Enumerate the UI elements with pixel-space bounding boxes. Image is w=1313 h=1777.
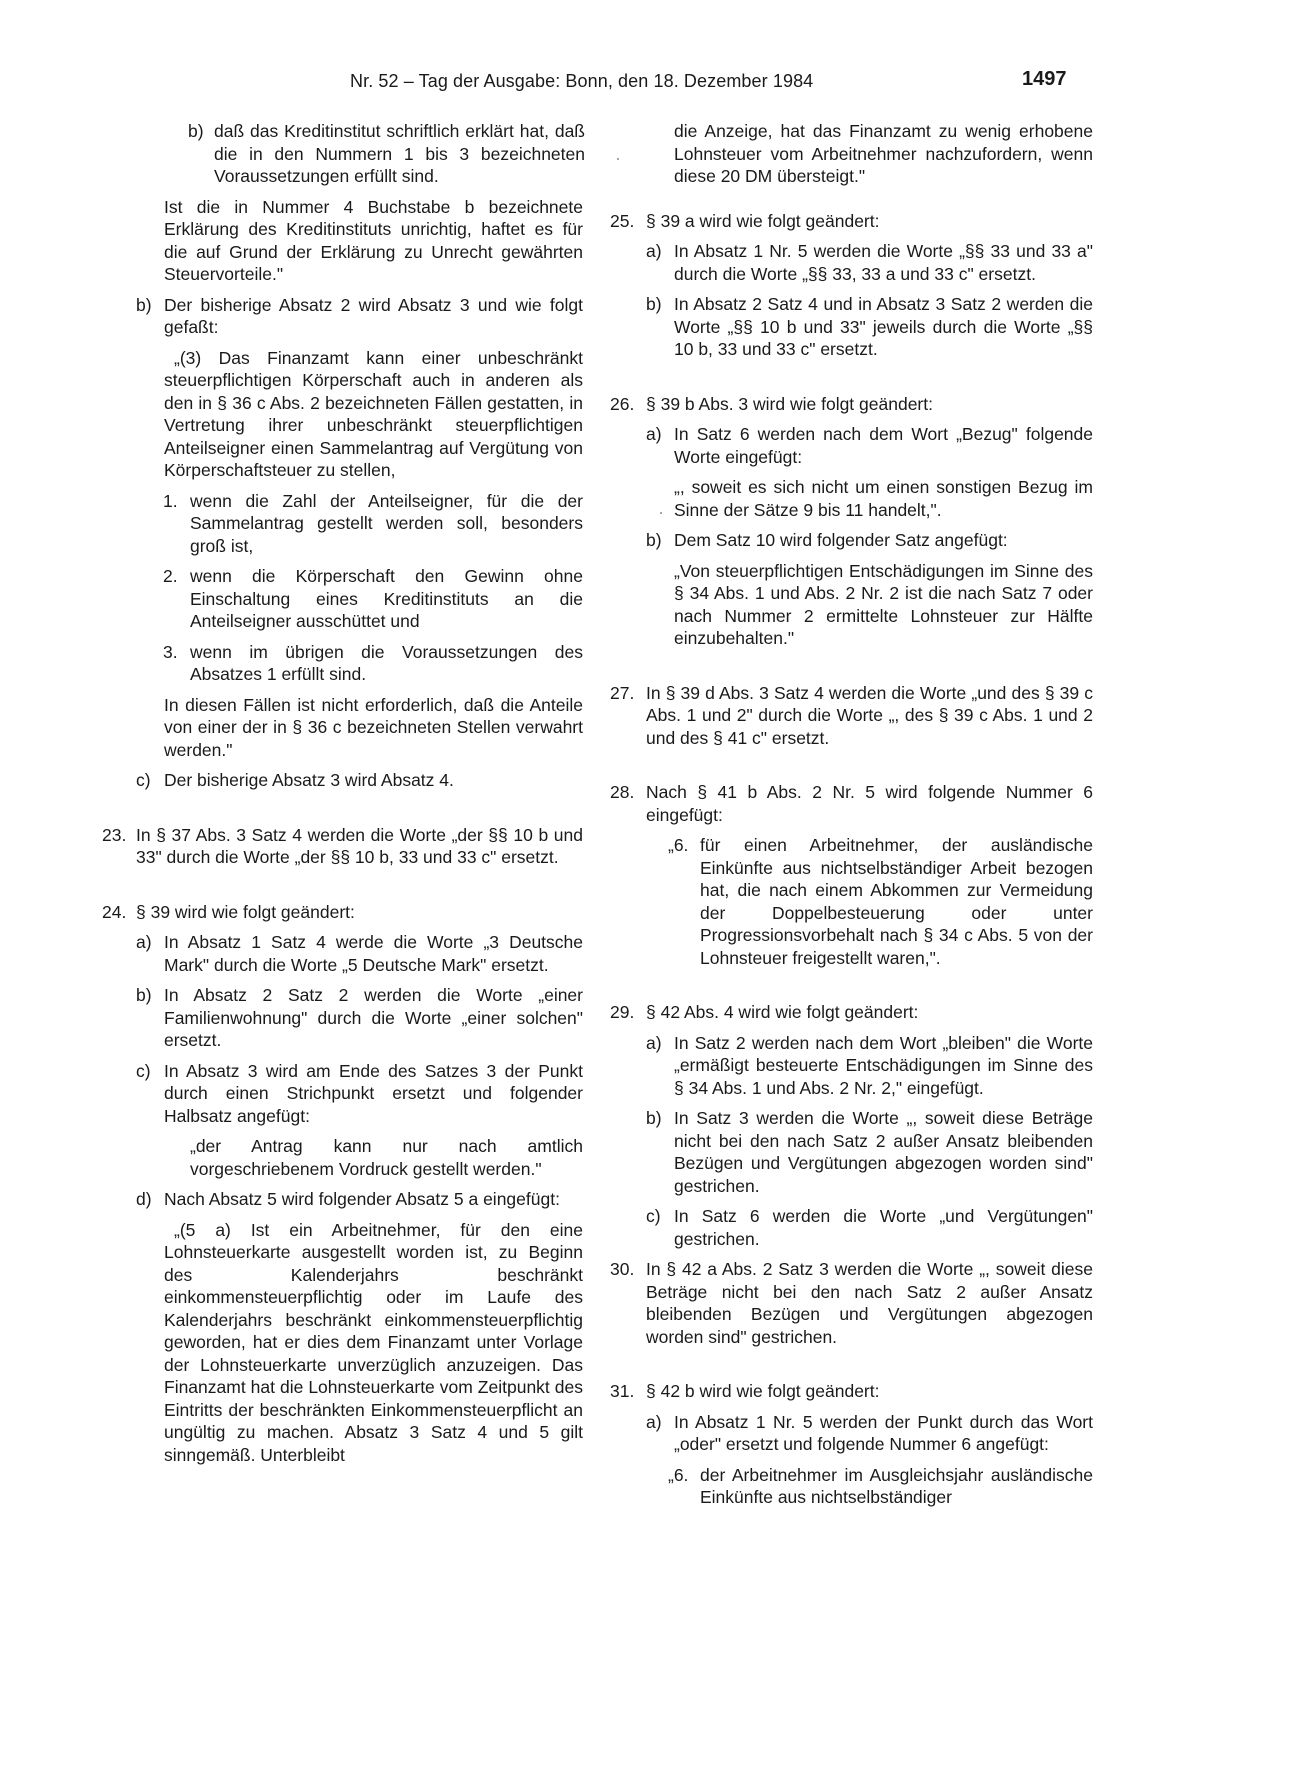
item-text: In Absatz 1 Nr. 5 werden der Punkt durch das Wort „oder" ersetzt und folgende Nummer 6 angefügt: [674,1411,1093,1454]
section-number: 28. [610,782,635,802]
s25-item-b [610,293,1093,361]
item-c-absatz-3 [100,769,583,792]
section-29 [610,1001,1093,1024]
item-label: b) [646,294,662,314]
section-24 [100,901,583,924]
item-text: der Arbeitnehmer im Ausgleichsjahr ausländische Einkünfte aus nichtselbständiger [700,1464,1093,1507]
section-number: 25. [610,210,635,231]
item-text: Der bisherige Absatz 3 wird Absatz 4. [164,770,454,790]
s24-d-quote: „(5 a) Ist ein Arbeitnehmer, für den eine Lohnsteuerkarte ausgestellt worden ist, zu Beginn des Kalenderjahrs beschränkt einkommensteuerpflichtig oder im Laufe des Kalenderjahrs beschränkt einkommensteuerpflichtig geworden, hat er dies dem Finanzamt unter Vorlage der Lohnsteuerkarte unverzüglich anzuzeigen. Das Finanzamt hat die Lohnsteuerkarte vom Zeitpunkt des Eintritts der beschränkten Einkommensteuerpflicht an ungültig zu machen. Absatz 3 Satz 4 und 5 gilt sinngemäß. Unterbleibt [164,1219,583,1465]
item-text: In Satz 3 werden die Worte „, soweit diese Beträge nicht bei den nach Satz 2 außer Ansatz bleibenden Bezügen und Vergütungen abgezogen worden sind" gestrichen. [674,1108,1093,1196]
section-text: Nach § 41 b Abs. 2 Nr. 5 wird folgende Nummer 6 eingefügt: [646,782,1093,825]
section-text: § 39 a wird wie folgt geändert: [646,210,880,231]
section-number: 23. [102,824,127,845]
item-text: In Absatz 3 wird am Ende des Satzes 3 der Punkt durch einen Strichpunkt ersetzt und folgender Halbsatz angefügt: [164,1060,583,1126]
item-text: wenn die Zahl der Anteilseigner, für die der Sammelantrag gestellt werden soll, besonders groß ist, [190,490,583,556]
item-label: a) [646,424,662,444]
item-b-absatz-2 [100,294,583,339]
section-text: In § 39 d Abs. 3 Satz 4 werden die Worte „und des § 39 c Abs. 1 und 2" durch die Worte „, des § 39 c Abs. 1 und 2 und des § 41 c" ersetzt. [646,682,1093,748]
item-text: In Absatz 1 Nr. 5 werden die Worte „§§ 33 und 33 a" durch die Worte „§§ 33, 33 a und 33 c" ersetzt. [674,241,1093,284]
item-label: b) [646,530,662,550]
running-header: Nr. 52 – Tag der Ausgabe: Bonn, den 18. Dezember 1984 [350,71,814,91]
s24-item-a [100,931,583,976]
item-text: Der bisherige Absatz 2 wird Absatz 3 und wie folgt gefaßt: [164,294,583,337]
item-text: wenn im übrigen die Voraussetzungen des Absatzes 1 erfüllt sind. [190,641,583,684]
item-text: In Satz 2 werden nach dem Wort „bleiben" die Worte „ermäßigt besteuerte Entschädigungen im Sinne des § 34 Abs. 1 und Abs. 2 Nr. 2," eingefügt. [674,1032,1093,1098]
list-item-2 [100,565,583,633]
paragraph-verwahrung: In diesen Fällen ist nicht erforderlich, daß die Anteile von einer der in § 36 c bezeichneten Stellen verwahrt werden." [164,694,583,760]
item-label: d) [136,1189,152,1209]
s31-quote-item [610,1464,1093,1509]
list-item-3 [100,641,583,686]
item-label: 1. [163,490,178,511]
item-text: In Absatz 2 Satz 4 und in Absatz 3 Satz 2 werden die Worte „§§ 10 b und 33" jeweils durch die Worte „§§ 10 b, 33 und 33 c" ersetzt. [674,294,1093,359]
item-label: 3. [163,641,178,662]
item-label: c) [136,1060,151,1081]
section-number: 29. [610,1002,635,1022]
item-label: a) [646,1411,662,1432]
s24-item-d [100,1188,583,1211]
section-number: 30. [610,1259,635,1279]
item-label: b) [136,294,152,315]
quote-absatz-3: „(3) Das Finanzamt kann einer unbeschränkt steuerpflichtigen Körperschaft auch in anderen als den in § 36 c Abs. 2 bezeichneten Fällen gestatten, in Vertretung ihrer unbeschränkt steuerpflichtigen Anteilseigner einen Sammelantrag auf Vergütung von Körperschaftsteuer zu stellen, [164,347,583,480]
s26-item-a [610,423,1093,468]
s24-item-b [100,984,583,1052]
item-label: a) [136,932,152,952]
list-item-1 [100,490,583,558]
s24-c-quote: „der Antrag kann nur nach amtlich vorgeschriebenem Vordruck gestellt werden." [190,1136,583,1179]
s24-item-c [100,1060,583,1128]
item-text: In Satz 6 werden nach dem Wort „Bezug" folgende Worte eingefügt: [674,424,1093,467]
section-number: 24. [102,901,127,922]
item-label: a) [646,1032,662,1053]
s25-item-a [610,240,1093,285]
item-label: „6. [668,1464,689,1485]
section-text: In § 37 Abs. 3 Satz 4 werden die Worte „der §§ 10 b und 33" durch die Worte „der §§ 10 b, 33 und 33 c" ersetzt. [136,824,583,867]
item-label: a) [646,241,662,261]
item-text: Nach Absatz 5 wird folgender Absatz 5 a eingefügt: [164,1189,560,1209]
section-28 [610,781,1093,826]
item-text: wenn die Körperschaft den Gewinn ohne Einschaltung eines Kreditinstituts an die Anteilseigner ausschüttet und [190,566,583,631]
section-31 [610,1380,1093,1403]
section-23 [100,824,583,869]
s26-b-quote: „Von steuerpflichtigen Entschädigungen im Sinne des § 34 Abs. 1 und Abs. 2 Nr. 2 ist die nach Satz 7 oder nach Nummer 2 ermittelte Lohnsteuer zur Hälfte einzubehalten." [674,560,1093,648]
section-text: In § 42 a Abs. 2 Satz 3 werden die Worte „, soweit diese Beträge nicht bei den nach Satz 2 außer Ansatz bleibenden Bezügen und Vergütungen abgezogen worden sind" gestrichen. [646,1259,1093,1347]
s29-item-b [610,1107,1093,1197]
s26-item-b [610,529,1093,552]
item-text: In Absatz 2 Satz 2 werden die Worte „einer Familienwohnung" durch die Worte „einer solchen" ersetzt. [164,985,583,1050]
section-25 [610,210,1093,233]
section-text: § 42 Abs. 4 wird wie folgt geändert: [646,1002,919,1022]
item-label: b) [188,121,204,141]
section-number: 26. [610,393,635,414]
page-header [0,70,1313,96]
page-number: 1497 [1022,68,1067,90]
item-b-kreditinstitut [100,120,595,188]
item-label: 2. [163,566,178,586]
item-text: für einen Arbeitnehmer, der ausländische Einkünfte aus nichtselbständiger Arbeit bezogen hat, die nach einem Abkommen zur Vermeidung der Doppelbesteuerung oder unter Progressionsvorbehalt nach § 34 c Abs. 5 von der Lohnsteuer freigestellt waren,". [700,835,1093,968]
item-label: c) [646,1206,661,1226]
item-text: daß das Kreditinstitut schriftlich erklärt hat, daß die in den Nummern 1 bis 3 bezeichneten Voraussetzungen erfüllt sind. [214,121,585,186]
section-text: § 39 wird wie folgt geändert: [136,901,355,922]
item-text: In Satz 6 werden die Worte „und Vergütungen" gestrichen. [674,1206,1093,1249]
s29-item-c [610,1205,1093,1250]
item-label: b) [136,985,152,1005]
paragraph-haftung: Ist die in Nummer 4 Buchstabe b bezeichnete Erklärung des Kreditinstituts unrichtig, haftet es für die auf Grund der Erklärung zu Unrecht gewährten Steuervorteile." [164,196,583,284]
s29-item-a [610,1032,1093,1100]
item-label: „6. [668,835,689,855]
item-text: Dem Satz 10 wird folgender Satz angefügt: [674,530,1008,550]
s31-item-a [610,1411,1093,1456]
section-number: 27. [610,682,635,703]
item-text: In Absatz 1 Satz 4 werde die Worte „3 Deutsche Mark" durch die Worte „5 Deutsche Mark" ersetzt. [164,932,583,975]
item-label: b) [646,1108,662,1128]
section-27 [610,682,1093,750]
item-label: c) [136,770,151,790]
right-column [610,120,1107,1509]
section-number: 31. [610,1381,635,1401]
section-30 [610,1258,1093,1348]
section-text: § 39 b Abs. 3 wird wie folgt geändert: [646,393,933,414]
section-26 [610,393,1093,416]
s28-quote-item [610,834,1093,969]
section-text: § 42 b wird wie folgt geändert: [646,1381,880,1401]
left-column [100,120,600,1466]
continuation-text: die Anzeige, hat das Finanzamt zu wenig erhobene Lohnsteuer vom Arbeitnehmer nachzufordern, wenn diese 20 DM übersteigt." [674,121,1093,186]
s26-a-quote: „, soweit es sich nicht um einen sonstigen Bezug im Sinne der Sätze 9 bis 11 handelt,". [674,477,1093,520]
